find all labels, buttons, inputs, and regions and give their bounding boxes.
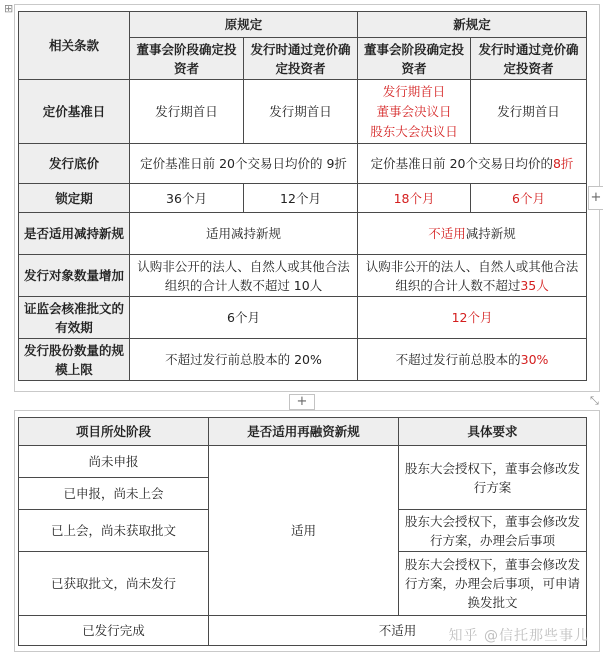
row-label: 是否适用减持新规: [19, 213, 130, 255]
table-cell: 发行期首日: [471, 80, 587, 144]
cell-line: 股东大会决议日: [370, 123, 458, 139]
table-cell: 6个月: [471, 184, 587, 213]
plus-icon: +: [296, 394, 308, 409]
row-label: 发行底价: [19, 144, 130, 184]
row-label: 发行股份数量的规模上限: [19, 339, 130, 381]
new-bid-subheader: 发行时通过竞价确定投资者: [471, 38, 587, 80]
table-cell: 36个月: [130, 184, 244, 213]
table-cell: [358, 255, 587, 297]
table-row: [19, 184, 587, 213]
new-rule-header: 新规定: [358, 12, 587, 38]
cell-text: 减持新规: [465, 226, 516, 241]
cell-highlight: 30%: [520, 352, 549, 367]
new-board-subheader: 董事会阶段确定投资者: [358, 38, 471, 80]
cell-line: 董事会决议日: [376, 103, 452, 119]
table-row: [19, 255, 587, 297]
table-row: [19, 144, 587, 184]
cell-text: 定价基准日前 20个交易日均价的: [370, 156, 553, 171]
applicable-cell: 适用: [209, 446, 399, 616]
move-handle-icon[interactable]: ⊞: [4, 2, 14, 15]
requirement-cell: 股东大会授权下，董事会修改发行方案: [399, 446, 587, 510]
stage-cell: 已申报，尚未上会: [19, 478, 209, 510]
table-cell: [358, 80, 471, 144]
stage-cell: 尚未申报: [19, 446, 209, 478]
requirement-cell: 股东大会授权下，董事会修改发行方案，办理会后事项: [399, 510, 587, 552]
requirement-header: 具体要求: [399, 418, 587, 446]
row-label: 证监会核准批文的有效期: [19, 297, 130, 339]
row-label: 定价基准日: [19, 80, 130, 144]
table-row: [19, 213, 587, 255]
table-cell: 12个月: [358, 297, 587, 339]
stage-applicability-table: [18, 417, 587, 646]
applicable-header: 是否适用再融资新规: [209, 418, 399, 446]
table-row: [19, 297, 587, 339]
table-cell: 18个月: [358, 184, 471, 213]
plus-icon: +: [590, 190, 602, 205]
cell-line: 发行期首日: [382, 83, 446, 99]
cell-highlight: 35人: [520, 277, 549, 293]
cell-text: 认购非公开的法人、自然人或其他合法组织的合计人数不超过: [365, 258, 579, 293]
table-row: [19, 80, 587, 144]
table-cell: 6个月: [130, 297, 358, 339]
table-cell: 12个月: [244, 184, 358, 213]
stage-cell: 已获取批文，尚未发行: [19, 552, 209, 616]
watermark: 知乎 @信托那些事儿: [448, 628, 589, 644]
table-cell: 不超过发行前总股本的 20%: [130, 339, 358, 381]
add-column-button[interactable]: [588, 186, 603, 210]
table-cell: [358, 213, 587, 255]
old-rule-header: 原规定: [130, 12, 358, 38]
table-cell: 发行期首日: [244, 80, 358, 144]
stage-header: 项目所处阶段: [19, 418, 209, 446]
stage-cell: 已上会，尚未获取批文: [19, 510, 209, 552]
row-label: 锁定期: [19, 184, 130, 213]
requirement-cell: 股东大会授权下，董事会修改发行方案，办理会后事项，可申请换发批文: [399, 552, 587, 616]
stage-cell: 已发行完成: [19, 616, 209, 646]
old-bid-subheader: 发行时通过竞价确定投资者: [244, 38, 358, 80]
table-cell: [358, 144, 587, 184]
cell-highlight: 不适用: [428, 226, 466, 241]
cell-text: 不超过发行前总股本的: [395, 352, 521, 367]
table-cell: 定价基准日前 20个交易日均价的 9折: [130, 144, 358, 184]
table-cell: 认购非公开的法人、自然人或其他合法组织的合计人数不超过 10人: [130, 255, 358, 297]
table-row: [19, 339, 587, 381]
not-applicable-cell: 不适用: [209, 616, 587, 646]
cell-highlight: 8折: [552, 156, 574, 171]
resize-arrow-icon[interactable]: ⤡: [590, 394, 599, 407]
table-cell: 适用减持新规: [130, 213, 358, 255]
related-clause-header: 相关条款: [19, 12, 130, 80]
row-label: 发行对象数量增加: [19, 255, 130, 297]
add-row-button[interactable]: [289, 394, 315, 410]
table-cell: [358, 339, 587, 381]
rules-comparison-table: [18, 11, 587, 381]
table-row: [19, 446, 587, 478]
table-cell: 发行期首日: [130, 80, 244, 144]
old-board-subheader: 董事会阶段确定投资者: [130, 38, 244, 80]
